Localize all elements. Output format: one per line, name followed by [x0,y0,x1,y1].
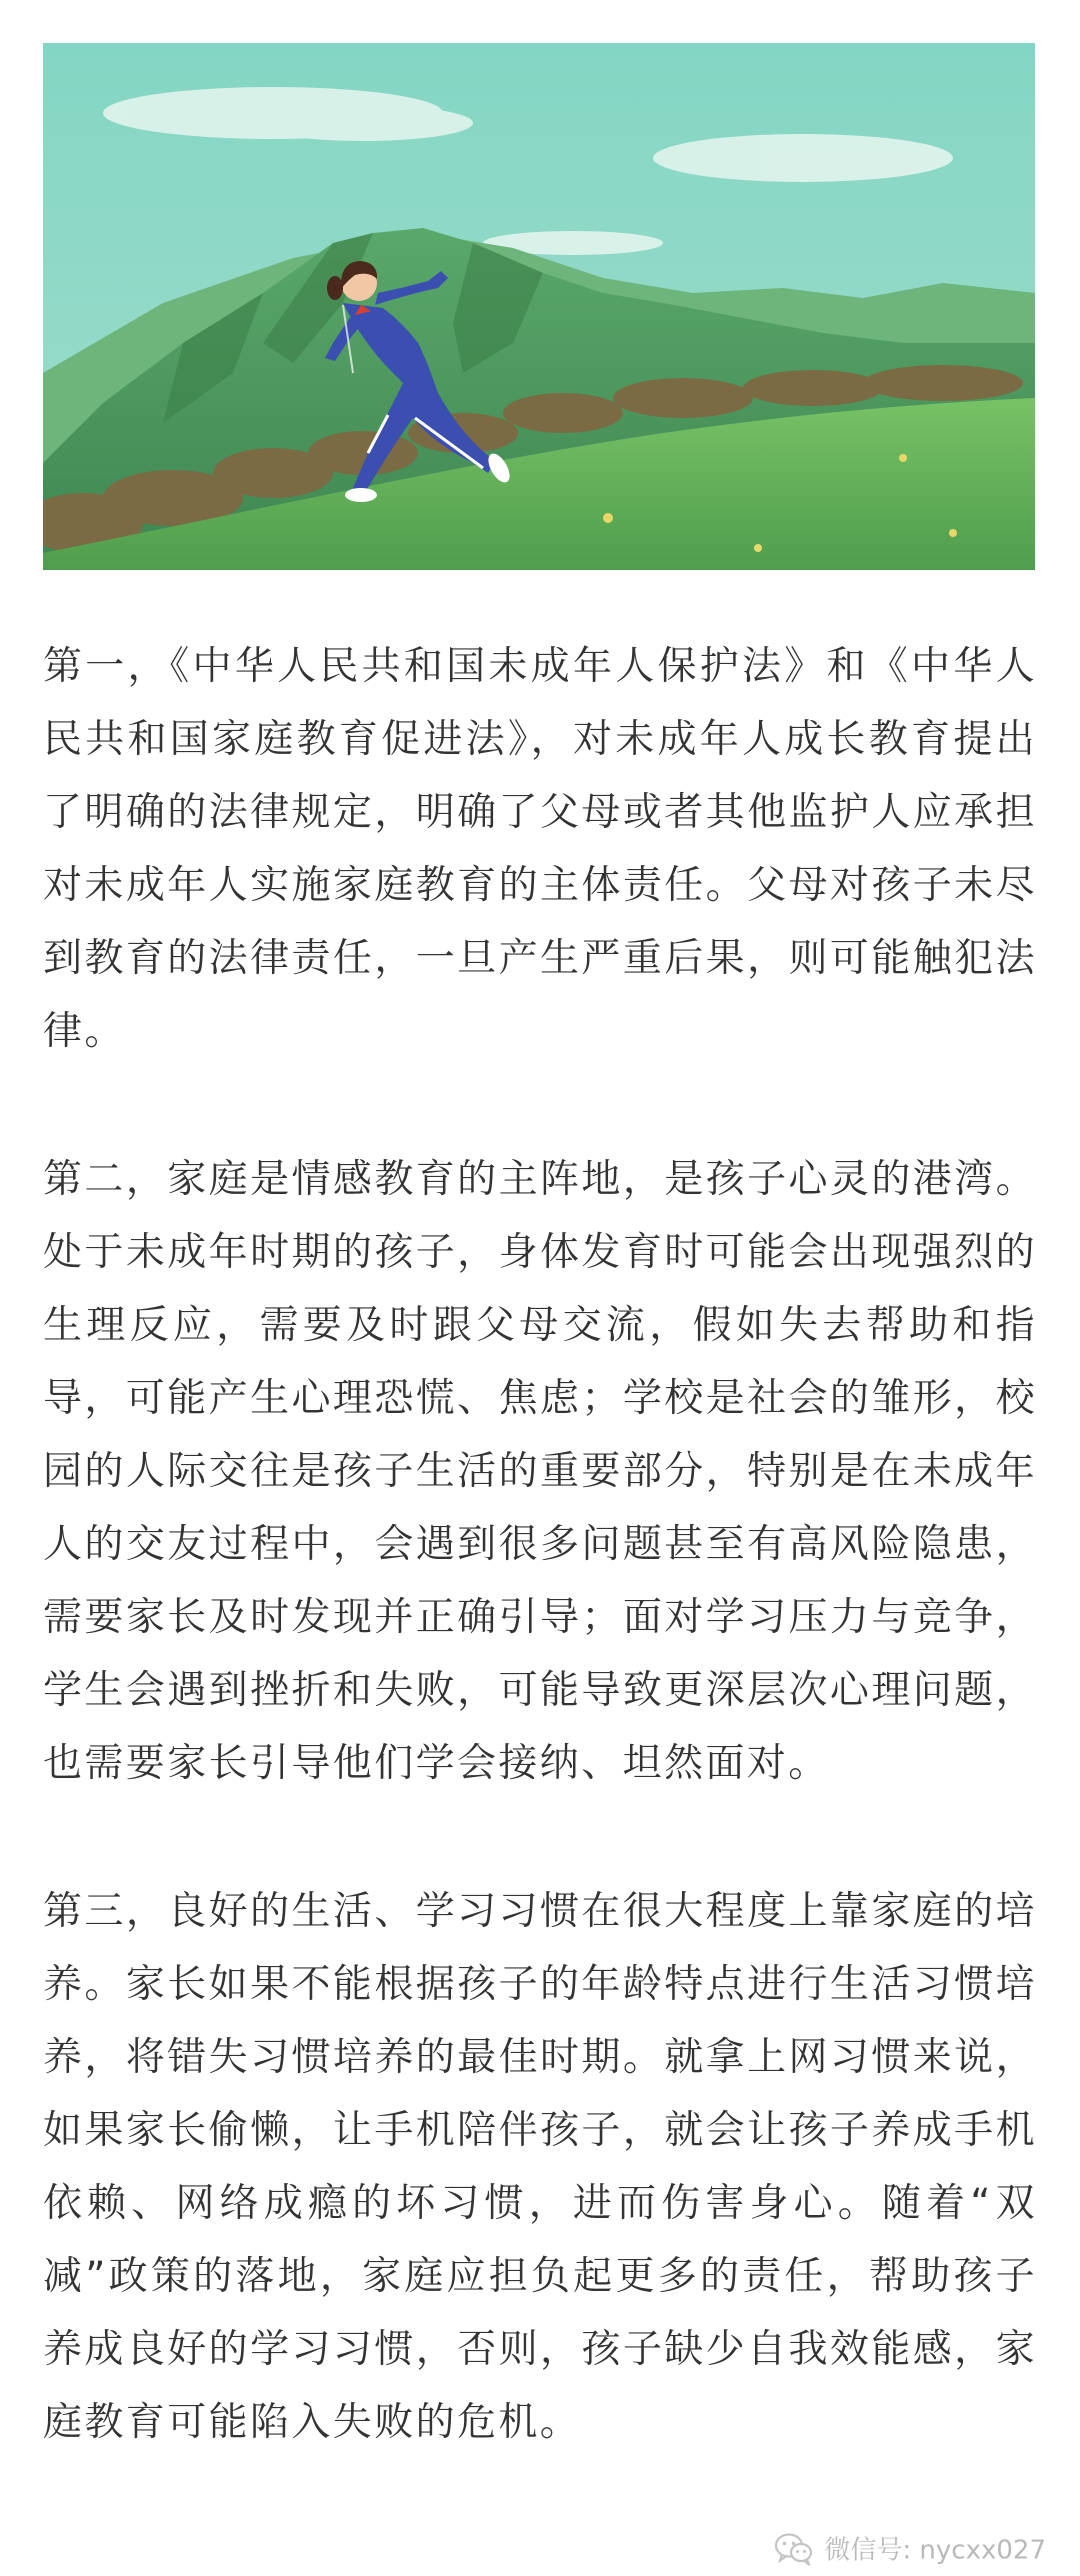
paragraph-third: 第三，良好的生活、学习习惯在很大程度上靠家庭的培养。家长如果不能根据孩子的年龄特点进行生活习惯培养，将错失习惯培养的最佳时期。就拿上网习惯来说，如果家长偷懒，让手机陪伴孩子，就会让孩子养成手机依赖、网络成瘾的坏习惯，进而伤害身心。随着“双减”政策的落地，家庭应担负起更多的责任，帮助孩子养成良好的学习习惯，否则，孩子缺少自我效能感，家庭教育可能陷入失败的危机。 [43,1889,1037,2445]
hero-illustration [43,43,1035,570]
wechat-watermark [770,2530,1050,2567]
paragraph-first: 第一，《中华人民共和国未成年人保护法》和《中华人民共和国家庭教育促进法》，对未成年人成长教育提出了明确的法律规定，明确了父母或者其他监护人应承担对未成年人实施家庭教育的主体责任。父母对孩子未尽到教育的法律责任，一旦产生严重后果，则可能触犯法律。 [43,644,1037,1054]
wechat-icon [774,2531,814,2565]
paragraph-second: 第二，家庭是情感教育的主阵地，是孩子心灵的港湾。处于未成年时期的孩子，身体发育时可能会出现强烈的生理反应，需要及时跟父母交流，假如失去帮助和指导，可能产生心理恐慌、焦虑；学校是社会的雏形，校园的人际交往是孩子生活的重要部分，特别是在未成年人的交友过程中，会遇到很多问题甚至有高风险隐患，需要家长及时发现并正确引导；面对学习压力与竞争，学生会遇到挫折和失败，可能导致更深层次心理问题，也需要家长引导他们学会接纳、坦然面对。 [43,1157,1037,1786]
girl-running-on-hill-illustration [43,43,1035,570]
article-body [43,630,1037,2459]
watermark-text: 微信号: nycxx027 [824,2535,1046,2566]
